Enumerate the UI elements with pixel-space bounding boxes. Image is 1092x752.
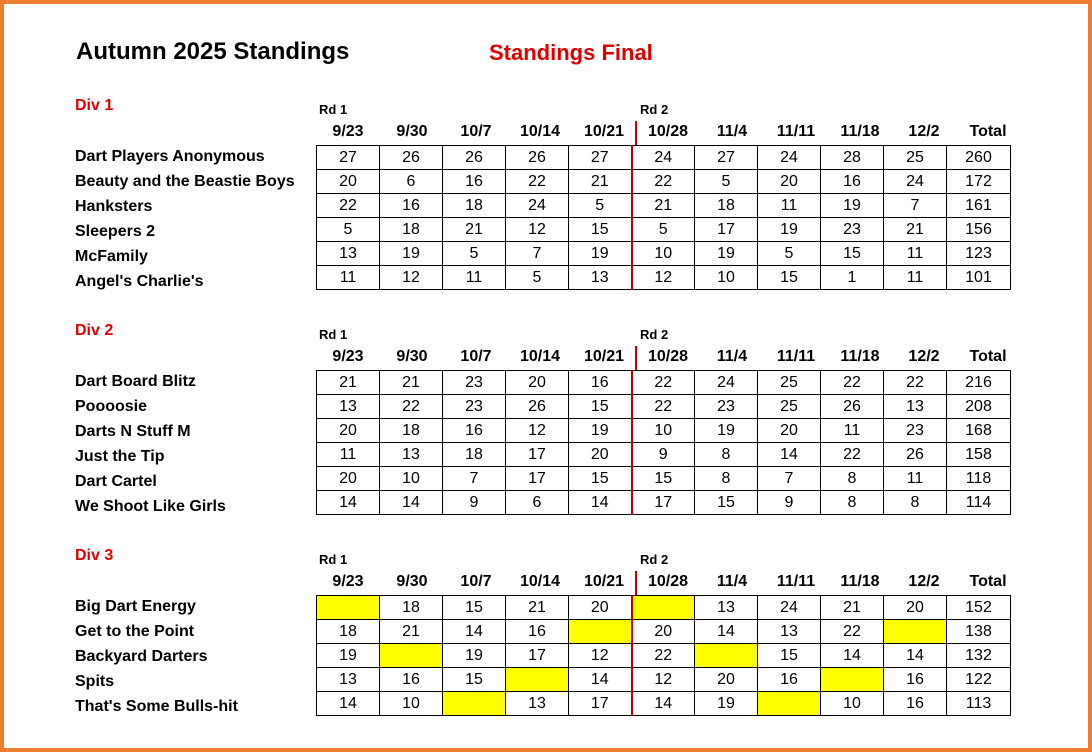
- standings-table: [316, 145, 1011, 290]
- score-cell: 20: [317, 419, 380, 443]
- score-cell: 23: [443, 395, 506, 419]
- total-cell: 156: [947, 218, 1011, 242]
- score-cell: 17: [506, 443, 569, 467]
- bye-cell: [569, 620, 632, 644]
- score-cell: 16: [443, 419, 506, 443]
- column-header: 12/2: [908, 573, 940, 590]
- score-cell: 7: [758, 467, 821, 491]
- round-1-label: Rd 1: [319, 102, 348, 117]
- team-name: We Shoot Like Girls: [75, 498, 226, 515]
- score-cell: 13: [317, 668, 380, 692]
- score-cell: 24: [884, 170, 947, 194]
- score-cell: 15: [758, 644, 821, 668]
- score-cell: 14: [380, 491, 443, 515]
- column-header: 10/7: [460, 123, 492, 140]
- score-cell: 13: [695, 596, 758, 620]
- column-header: 10/14: [519, 348, 561, 365]
- score-cell: 12: [632, 266, 695, 290]
- score-cell: 10: [380, 692, 443, 716]
- score-cell: 20: [695, 668, 758, 692]
- column-header: Total: [969, 348, 1007, 365]
- score-cell: 26: [506, 146, 569, 170]
- score-cell: 16: [380, 668, 443, 692]
- score-cell: 21: [569, 170, 632, 194]
- table-row: [317, 668, 1011, 692]
- team-name: That's Some Bulls-hit: [75, 698, 238, 715]
- status-label: Standings Final: [489, 40, 653, 65]
- score-cell: 14: [317, 491, 380, 515]
- score-cell: 15: [632, 467, 695, 491]
- score-cell: 8: [884, 491, 947, 515]
- score-cell: 12: [569, 644, 632, 668]
- score-cell: 19: [695, 242, 758, 266]
- score-cell: 18: [380, 596, 443, 620]
- score-cell: 10: [695, 266, 758, 290]
- column-header: 10/14: [519, 123, 561, 140]
- column-header: 10/28: [647, 573, 689, 590]
- score-cell: 13: [569, 266, 632, 290]
- score-cell: 1: [821, 266, 884, 290]
- score-cell: 26: [380, 146, 443, 170]
- total-cell: 123: [947, 242, 1011, 266]
- column-header: 10/7: [460, 348, 492, 365]
- table-row: [317, 218, 1011, 242]
- score-cell: 25: [758, 395, 821, 419]
- column-header: 11/18: [840, 123, 880, 140]
- score-cell: 22: [821, 620, 884, 644]
- score-cell: 18: [317, 620, 380, 644]
- score-cell: 21: [884, 218, 947, 242]
- score-cell: 15: [695, 491, 758, 515]
- score-cell: 21: [632, 194, 695, 218]
- column-header: 10/28: [647, 348, 689, 365]
- score-cell: 14: [695, 620, 758, 644]
- team-name: Hanksters: [75, 198, 153, 215]
- round-1-label: Rd 1: [319, 552, 348, 567]
- score-cell: 22: [380, 395, 443, 419]
- total-cell: 216: [947, 371, 1011, 395]
- division-label: Div 3: [75, 547, 114, 564]
- score-cell: 25: [884, 146, 947, 170]
- table-row: [317, 443, 1011, 467]
- table-row: [317, 194, 1011, 218]
- table-row: [317, 395, 1011, 419]
- team-name: McFamily: [75, 248, 148, 265]
- page-title: Autumn 2025 Standings: [76, 38, 350, 65]
- score-cell: 11: [317, 443, 380, 467]
- score-cell: 5: [443, 242, 506, 266]
- score-cell: 12: [506, 419, 569, 443]
- team-name: Sleepers 2: [75, 223, 156, 240]
- score-cell: 19: [443, 644, 506, 668]
- team-name: Dart Players Anonymous: [75, 148, 265, 165]
- table-row: [317, 491, 1011, 515]
- total-cell: 138: [947, 620, 1011, 644]
- team-name: Angel's Charlie's: [75, 273, 204, 290]
- table-row: [317, 692, 1011, 716]
- score-cell: 5: [758, 242, 821, 266]
- table-row: [317, 596, 1011, 620]
- score-cell: 13: [506, 692, 569, 716]
- column-header: 10/21: [583, 123, 625, 140]
- score-cell: 13: [317, 395, 380, 419]
- score-cell: 26: [821, 395, 884, 419]
- score-cell: 27: [695, 146, 758, 170]
- score-cell: 5: [695, 170, 758, 194]
- score-cell: 22: [317, 194, 380, 218]
- score-cell: 6: [380, 170, 443, 194]
- score-cell: 13: [758, 620, 821, 644]
- column-header: 10/14: [519, 573, 561, 590]
- round-2-label: Rd 2: [640, 552, 669, 567]
- score-cell: 20: [758, 170, 821, 194]
- team-name: Spits: [75, 673, 115, 690]
- total-cell: 118: [947, 467, 1011, 491]
- score-cell: 5: [569, 194, 632, 218]
- score-cell: 11: [317, 266, 380, 290]
- score-cell: 27: [569, 146, 632, 170]
- score-cell: 21: [443, 218, 506, 242]
- column-header: 11/4: [716, 123, 748, 140]
- score-cell: 15: [443, 668, 506, 692]
- score-cell: 14: [443, 620, 506, 644]
- score-cell: 16: [443, 170, 506, 194]
- score-cell: 21: [821, 596, 884, 620]
- score-cell: 15: [443, 596, 506, 620]
- score-cell: 17: [506, 644, 569, 668]
- score-cell: 19: [569, 242, 632, 266]
- score-cell: 14: [569, 491, 632, 515]
- team-name: Beauty and the Beastie Boys: [75, 173, 295, 190]
- score-cell: 20: [506, 371, 569, 395]
- column-header: 9/23: [332, 348, 364, 365]
- team-name: Poooosie: [75, 398, 148, 415]
- round-divider: [635, 121, 637, 146]
- score-cell: 19: [317, 644, 380, 668]
- team-name: Darts N Stuff M: [75, 423, 191, 440]
- score-cell: 15: [758, 266, 821, 290]
- score-cell: 5: [317, 218, 380, 242]
- bye-cell: [443, 692, 506, 716]
- score-cell: 17: [632, 491, 695, 515]
- bye-cell: [884, 620, 947, 644]
- table-row: [317, 620, 1011, 644]
- table-row: [317, 371, 1011, 395]
- team-name: Backyard Darters: [75, 648, 208, 665]
- column-header: 11/11: [776, 573, 816, 590]
- score-cell: 21: [380, 371, 443, 395]
- round-1-label: Rd 1: [319, 327, 348, 342]
- bye-cell: [821, 668, 884, 692]
- score-cell: 18: [380, 218, 443, 242]
- score-cell: 21: [506, 596, 569, 620]
- score-cell: 13: [317, 242, 380, 266]
- column-header: 11/4: [716, 573, 748, 590]
- score-cell: 16: [380, 194, 443, 218]
- score-cell: 22: [632, 644, 695, 668]
- total-cell: 132: [947, 644, 1011, 668]
- score-cell: 20: [758, 419, 821, 443]
- table-row: [317, 146, 1011, 170]
- round-2-label: Rd 2: [640, 102, 669, 117]
- table-row: [317, 467, 1011, 491]
- column-header: 9/23: [332, 123, 364, 140]
- score-cell: 19: [695, 692, 758, 716]
- column-header: 11/11: [776, 123, 816, 140]
- score-cell: 12: [380, 266, 443, 290]
- score-cell: 13: [884, 395, 947, 419]
- total-cell: 161: [947, 194, 1011, 218]
- table-row: [317, 170, 1011, 194]
- score-cell: 22: [632, 170, 695, 194]
- score-cell: 21: [380, 620, 443, 644]
- team-name: Big Dart Energy: [75, 598, 196, 615]
- total-cell: 101: [947, 266, 1011, 290]
- score-cell: 23: [884, 419, 947, 443]
- score-cell: 15: [569, 467, 632, 491]
- total-cell: 152: [947, 596, 1011, 620]
- score-cell: 25: [758, 371, 821, 395]
- column-header: 12/2: [908, 123, 940, 140]
- score-cell: 20: [317, 170, 380, 194]
- score-cell: 8: [821, 467, 884, 491]
- standings-table: [316, 370, 1011, 515]
- score-cell: 24: [506, 194, 569, 218]
- score-cell: 24: [695, 371, 758, 395]
- score-cell: 10: [380, 467, 443, 491]
- score-cell: 19: [380, 242, 443, 266]
- total-cell: 122: [947, 668, 1011, 692]
- column-header: 11/11: [776, 348, 816, 365]
- total-cell: 113: [947, 692, 1011, 716]
- score-cell: 11: [884, 242, 947, 266]
- column-header: 9/30: [396, 348, 428, 365]
- score-cell: 19: [695, 419, 758, 443]
- team-name: Get to the Point: [75, 623, 195, 640]
- score-cell: 24: [632, 146, 695, 170]
- score-cell: 15: [569, 395, 632, 419]
- score-cell: 22: [632, 371, 695, 395]
- round-divider: [635, 571, 637, 596]
- score-cell: 10: [632, 242, 695, 266]
- score-cell: 9: [632, 443, 695, 467]
- column-header: 11/4: [716, 348, 748, 365]
- total-cell: 260: [947, 146, 1011, 170]
- column-header: 12/2: [908, 348, 940, 365]
- score-cell: 16: [758, 668, 821, 692]
- score-cell: 11: [443, 266, 506, 290]
- score-cell: 26: [506, 395, 569, 419]
- score-cell: 26: [443, 146, 506, 170]
- score-cell: 27: [317, 146, 380, 170]
- column-header: 11/18: [840, 573, 880, 590]
- score-cell: 16: [884, 692, 947, 716]
- column-header: 9/30: [396, 123, 428, 140]
- score-cell: 20: [317, 467, 380, 491]
- score-cell: 15: [569, 218, 632, 242]
- score-cell: 23: [695, 395, 758, 419]
- column-header: 9/30: [396, 573, 428, 590]
- score-cell: 14: [632, 692, 695, 716]
- score-cell: 7: [884, 194, 947, 218]
- bye-cell: [632, 596, 695, 620]
- column-header: Total: [969, 573, 1007, 590]
- score-cell: 20: [884, 596, 947, 620]
- score-cell: 14: [569, 668, 632, 692]
- score-cell: 22: [506, 170, 569, 194]
- score-cell: 18: [443, 443, 506, 467]
- score-cell: 16: [884, 668, 947, 692]
- score-cell: 20: [632, 620, 695, 644]
- standings-table: [316, 595, 1011, 716]
- score-cell: 22: [821, 443, 884, 467]
- table-row: [317, 242, 1011, 266]
- score-cell: 17: [506, 467, 569, 491]
- score-cell: 6: [506, 491, 569, 515]
- score-cell: 21: [317, 371, 380, 395]
- column-header: Total: [969, 123, 1007, 140]
- score-cell: 24: [758, 596, 821, 620]
- score-cell: 23: [443, 371, 506, 395]
- division-label: Div 1: [75, 97, 114, 114]
- score-cell: 18: [443, 194, 506, 218]
- score-cell: 20: [569, 596, 632, 620]
- column-header: 10/28: [647, 123, 689, 140]
- score-cell: 24: [758, 146, 821, 170]
- score-cell: 20: [569, 443, 632, 467]
- score-cell: 5: [632, 218, 695, 242]
- score-cell: 7: [506, 242, 569, 266]
- table-row: [317, 266, 1011, 290]
- total-cell: 208: [947, 395, 1011, 419]
- round-divider: [635, 346, 637, 371]
- score-cell: 23: [821, 218, 884, 242]
- total-cell: 172: [947, 170, 1011, 194]
- score-cell: 28: [821, 146, 884, 170]
- score-cell: 18: [380, 419, 443, 443]
- column-header: 11/18: [840, 348, 880, 365]
- score-cell: 16: [569, 371, 632, 395]
- score-cell: 8: [821, 491, 884, 515]
- score-cell: 22: [821, 371, 884, 395]
- division-label: Div 2: [75, 322, 114, 339]
- score-cell: 11: [758, 194, 821, 218]
- bye-cell: [695, 644, 758, 668]
- score-cell: 7: [443, 467, 506, 491]
- team-name: Dart Board Blitz: [75, 373, 196, 390]
- column-header: 10/21: [583, 573, 625, 590]
- score-cell: 14: [317, 692, 380, 716]
- score-cell: 12: [632, 668, 695, 692]
- score-cell: 26: [884, 443, 947, 467]
- bye-cell: [758, 692, 821, 716]
- score-cell: 9: [443, 491, 506, 515]
- table-row: [317, 644, 1011, 668]
- score-cell: 19: [821, 194, 884, 218]
- score-cell: 14: [884, 644, 947, 668]
- column-header: 10/21: [583, 348, 625, 365]
- column-header: 9/23: [332, 573, 364, 590]
- score-cell: 19: [758, 218, 821, 242]
- total-cell: 158: [947, 443, 1011, 467]
- score-cell: 16: [506, 620, 569, 644]
- score-cell: 19: [569, 419, 632, 443]
- score-cell: 12: [506, 218, 569, 242]
- column-header: 10/7: [460, 573, 492, 590]
- score-cell: 13: [380, 443, 443, 467]
- score-cell: 10: [632, 419, 695, 443]
- score-cell: 11: [821, 419, 884, 443]
- bye-cell: [317, 596, 380, 620]
- score-cell: 11: [884, 467, 947, 491]
- team-name: Dart Cartel: [75, 473, 157, 490]
- score-cell: 22: [884, 371, 947, 395]
- score-cell: 18: [695, 194, 758, 218]
- score-cell: 11: [884, 266, 947, 290]
- bye-cell: [380, 644, 443, 668]
- score-cell: 14: [821, 644, 884, 668]
- score-cell: 10: [821, 692, 884, 716]
- score-cell: 17: [569, 692, 632, 716]
- total-cell: 114: [947, 491, 1011, 515]
- bye-cell: [506, 668, 569, 692]
- score-cell: 16: [821, 170, 884, 194]
- table-row: [317, 419, 1011, 443]
- score-cell: 8: [695, 467, 758, 491]
- score-cell: 22: [632, 395, 695, 419]
- score-cell: 5: [506, 266, 569, 290]
- score-cell: 9: [758, 491, 821, 515]
- total-cell: 168: [947, 419, 1011, 443]
- score-cell: 8: [695, 443, 758, 467]
- team-name: Just the Tip: [75, 448, 165, 465]
- score-cell: 14: [758, 443, 821, 467]
- round-2-label: Rd 2: [640, 327, 669, 342]
- score-cell: 17: [695, 218, 758, 242]
- score-cell: 15: [821, 242, 884, 266]
